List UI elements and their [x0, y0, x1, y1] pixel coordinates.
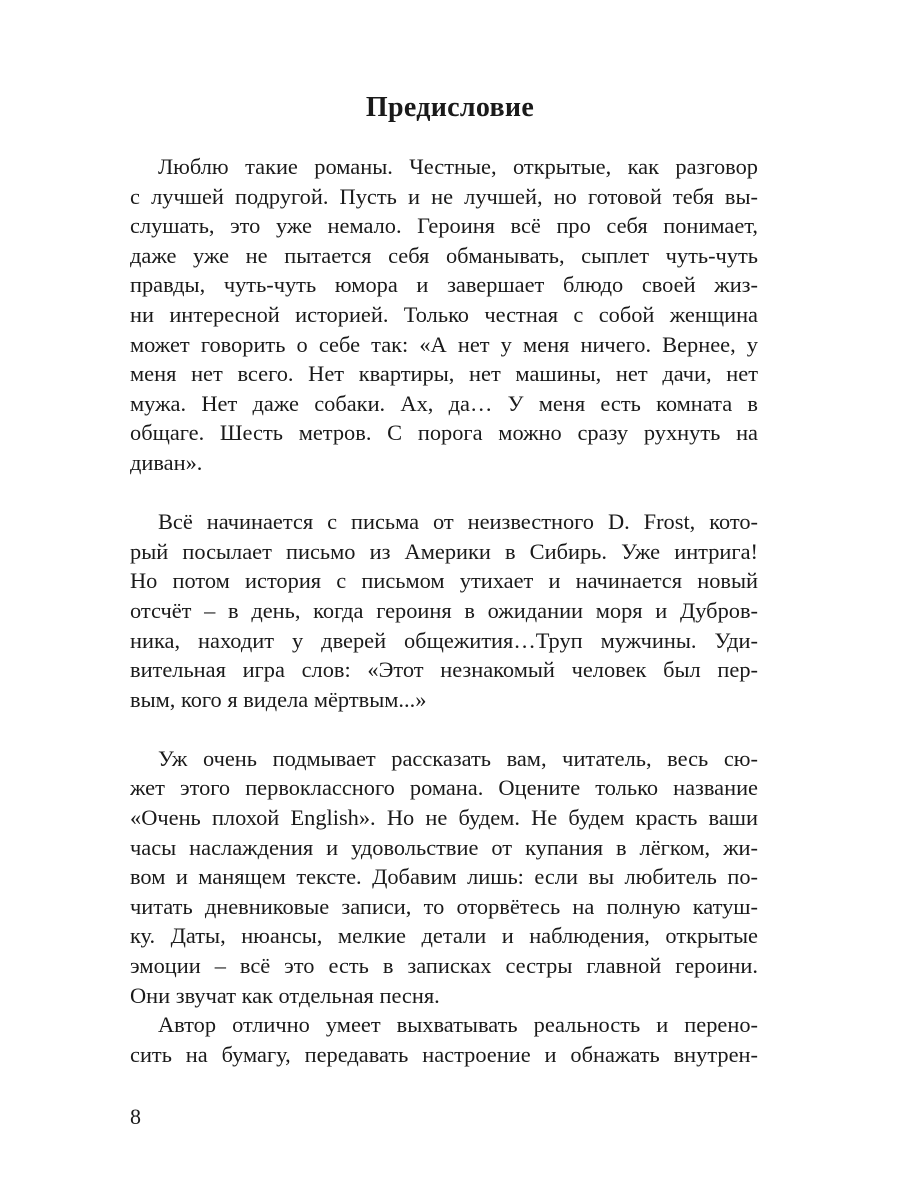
text-line: ника, находит у дверей общежития…Труп мужчины. Уди-: [130, 627, 758, 653]
text-line: сить на бумагу, передавать настроение и обнажать внутрен-: [130, 1041, 758, 1067]
text-line: может говорить о себе так: «А нет у меня ничего. Вернее, у: [130, 331, 758, 357]
text-line: ку. Даты, нюансы, мелкие детали и наблюдения, открытые: [130, 923, 758, 949]
paragraph-gap: [130, 714, 758, 744]
text-line: даже уже не пытается себя обманывать, сыплет чуть-чуть: [130, 242, 758, 268]
text-line: с лучшей подругой. Пусть и не лучшей, но готовой тебя вы-: [130, 183, 758, 209]
paragraph-gap: [130, 478, 758, 508]
text-line: читать дневниковые записи, то оторвётесь на полную катуш-: [130, 893, 758, 919]
text-line: меня нет всего. Нет квартиры, нет машины, нет дачи, нет: [130, 361, 758, 387]
text-line: общаге. Шесть метров. С порога можно сразу рухнуть на: [130, 420, 758, 446]
text-line: вым, кого я видела мёртвым...»: [130, 686, 427, 712]
text-line: эмоции – всё это есть в записках сестры главной героини.: [130, 953, 758, 979]
text-line: Всё начинается с письма от неизвестного D. Frost, кото-: [158, 509, 758, 535]
text-line: вом и манящем тексте. Добавим лишь: если вы любитель по-: [130, 864, 758, 890]
text-line: жет этого первоклассного романа. Оцените только название: [130, 775, 758, 801]
text-line: отсчёт – в день, когда героиня в ожидании моря и Дубров-: [130, 597, 758, 623]
text-line: слушать, это уже немало. Героиня всё про себя понимает,: [130, 213, 758, 239]
text-line: мужа. Нет даже собаки. Ах, да… У меня есть комната в: [130, 390, 758, 416]
text-line: правды, чуть-чуть юмора и завершает блюдо своей жиз-: [130, 272, 758, 298]
text-line: вительная игра слов: «Этот незнакомый человек был пер-: [130, 657, 758, 683]
text-line: Но потом история с письмом утихает и начинается новый: [130, 568, 758, 594]
text-line: диван».: [130, 449, 203, 475]
text-line: рый посылает письмо из Америки в Сибирь. Уже интрига!: [130, 538, 758, 564]
text-line: «Очень плохой English». Но не будем. Не будем красть ваши: [130, 805, 758, 831]
text-line: Уж очень подмывает рассказать вам, читатель, весь сю-: [158, 745, 758, 771]
text-line: Они звучат как отдельная песня.: [130, 982, 440, 1008]
text-line: Люблю такие романы. Честные, открытые, как разговор: [158, 154, 758, 179]
page-number: 8: [130, 1104, 141, 1129]
text-line: ни интересной историей. Только честная с собой женщина: [130, 301, 758, 327]
body-text: [130, 152, 758, 1069]
text-line: часы наслаждения и удовольствие от купания в лёгком, жи-: [130, 834, 758, 860]
text-line: Автор отлично умеет выхватывать реальность и перено-: [158, 1012, 758, 1038]
page-title: Предисловие: [365, 92, 535, 123]
